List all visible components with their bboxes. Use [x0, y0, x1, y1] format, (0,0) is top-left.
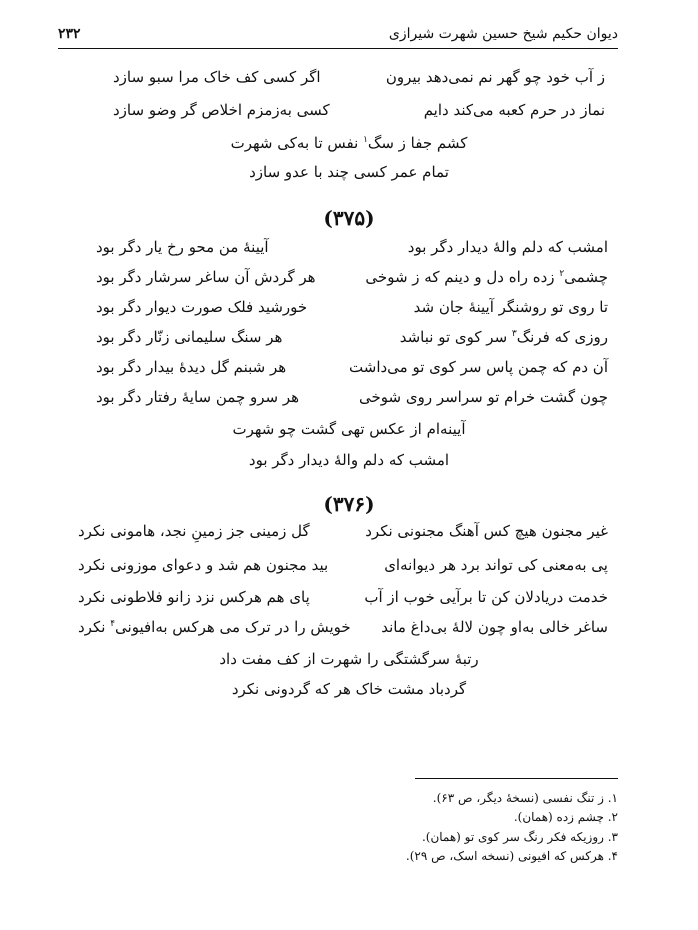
hemistich-right: غیر مجنون هیچ کس آهنگ مجنونی نکرد — [365, 522, 608, 540]
hemistich-left — [78, 618, 351, 636]
hemistich-right: نماز در حرم کعبه می‌کند دایم — [423, 101, 605, 119]
hemistich-left: پای هم هرکس نزد زانو فلاطونی نکرد — [78, 588, 310, 606]
hemistich-left: کسی به‌زمزم اخلاص گر وضو سازد — [113, 101, 330, 119]
closing-line-text: کشم جفا ز سگ — [367, 134, 468, 152]
closing-line: امشب که دلم والهٔ دیدار دگر بود — [248, 451, 450, 469]
couplet — [96, 358, 608, 380]
hemistich-left: خورشید فلک صورت دیوار دگر بود — [96, 298, 308, 316]
couplet — [113, 101, 605, 123]
couplet — [96, 328, 608, 350]
hemistich-right: چون گشت خرام تو سراسر روی شوخی — [358, 388, 608, 406]
hemistich-right — [365, 268, 608, 286]
closing-line-text: تمام عمر کسی چند با عدو سازد — [249, 163, 449, 181]
footnote: ۳. روزیکه فکر رنگ سر کوی تو (همان). — [421, 830, 618, 844]
hemistich-left: آیینهٔ من محو رخ یار دگر بود — [96, 238, 269, 256]
hemistich-text: نکرد — [78, 618, 111, 636]
hemistich-right: ز آب خود چو گهر نم نمی‌دهد بیرون — [385, 68, 605, 86]
hemistich-left: گل زمینی جز زمینِ نجد، هامونی نکرد — [78, 522, 310, 540]
hemistich-right: آن دم که چمن پاس سر کوی تو می‌داشت — [349, 358, 608, 376]
couplet — [96, 268, 608, 290]
closing-line: آیینه‌ام از عکس تهی گشت چو شهرت — [232, 420, 466, 438]
hemistich-right — [400, 328, 608, 346]
couplet — [96, 298, 608, 320]
couplet — [96, 238, 608, 260]
hemistich-text: چشمی — [564, 268, 608, 286]
couplet — [113, 68, 605, 90]
header-divider — [58, 48, 618, 49]
hemistich-right: ساغر خالی به‌او چون لالهٔ بی‌داغ ماند — [381, 618, 608, 636]
footnote-marker: ۳ — [511, 329, 517, 339]
footnote-marker: ۱ — [363, 135, 368, 145]
book-title: دیوان حکیم شیخ حسین شهرت شیرازی — [388, 26, 618, 42]
footnote: ۲. چشم زده (همان). — [513, 810, 618, 824]
closing-line: گردباد مشت خاک هر که گردونی نکرد — [231, 680, 467, 698]
closing-line — [0, 163, 698, 181]
hemistich-text: سر کوی تو نباشد — [399, 328, 512, 346]
couplet — [78, 618, 608, 640]
footnote: ۴. هرکس که افیونی (نسخه اسک، ص ۲۹). — [405, 849, 618, 863]
footnote-marker: ۲ — [559, 269, 565, 279]
couplet — [78, 556, 608, 578]
hemistich-left: بید مجنون هم شد و دعوای موزونی نکرد — [78, 556, 329, 574]
closing-line-text: نفس تا به‌کی شهرت — [230, 134, 364, 152]
hemistich-text: زده راه دل و دینم که ز شوخی — [365, 268, 560, 286]
hemistich-left: هر گردش آن ساغر سرشار دگر بود — [96, 268, 316, 286]
hemistich-left: اگر کسی کف خاک مرا سبو سازد — [113, 68, 321, 86]
couplet — [78, 522, 608, 544]
footnote-marker: ۴ — [110, 619, 116, 629]
hemistich-left: هر شبنم گل دیدهٔ بیدار دگر بود — [96, 358, 287, 376]
hemistich-left: هر سنگ سلیمانی زنّار دگر بود — [96, 328, 283, 346]
poem-number: (۳۷۶) — [323, 492, 375, 516]
closing-line — [0, 134, 698, 152]
hemistich-text: خویش را در ترک می هرکس به‌افیونی — [115, 618, 351, 636]
couplet — [96, 388, 608, 410]
hemistich-left: هر سرو چمن سایهٔ رفتار دگر بود — [96, 388, 300, 406]
couplet — [78, 588, 608, 610]
hemistich-right: خدمت دریادلان کن تا برآیی خوب از آب — [364, 588, 608, 606]
hemistich-right: امشب که دلم والهٔ دیدار دگر بود — [407, 238, 608, 256]
page-number: ۲۳۲ — [58, 26, 81, 42]
hemistich-right: پی به‌معنی کی تواند برد هر دیوانه‌ای — [384, 556, 608, 574]
page-header — [58, 22, 618, 46]
hemistich-right: تا روی تو روشنگر آیینهٔ جان شد — [413, 298, 608, 316]
poem-number: (۳۷۵) — [323, 206, 375, 230]
hemistich-text: روزی که فرنگ — [516, 328, 608, 346]
closing-line: رتبهٔ سرگشتگی را شهرت از کف مفت داد — [219, 650, 479, 668]
footnote-divider — [415, 778, 618, 779]
footnote: ۱. ز تنگ نفسی (نسخهٔ دیگر، ص ۶۳). — [432, 791, 618, 805]
